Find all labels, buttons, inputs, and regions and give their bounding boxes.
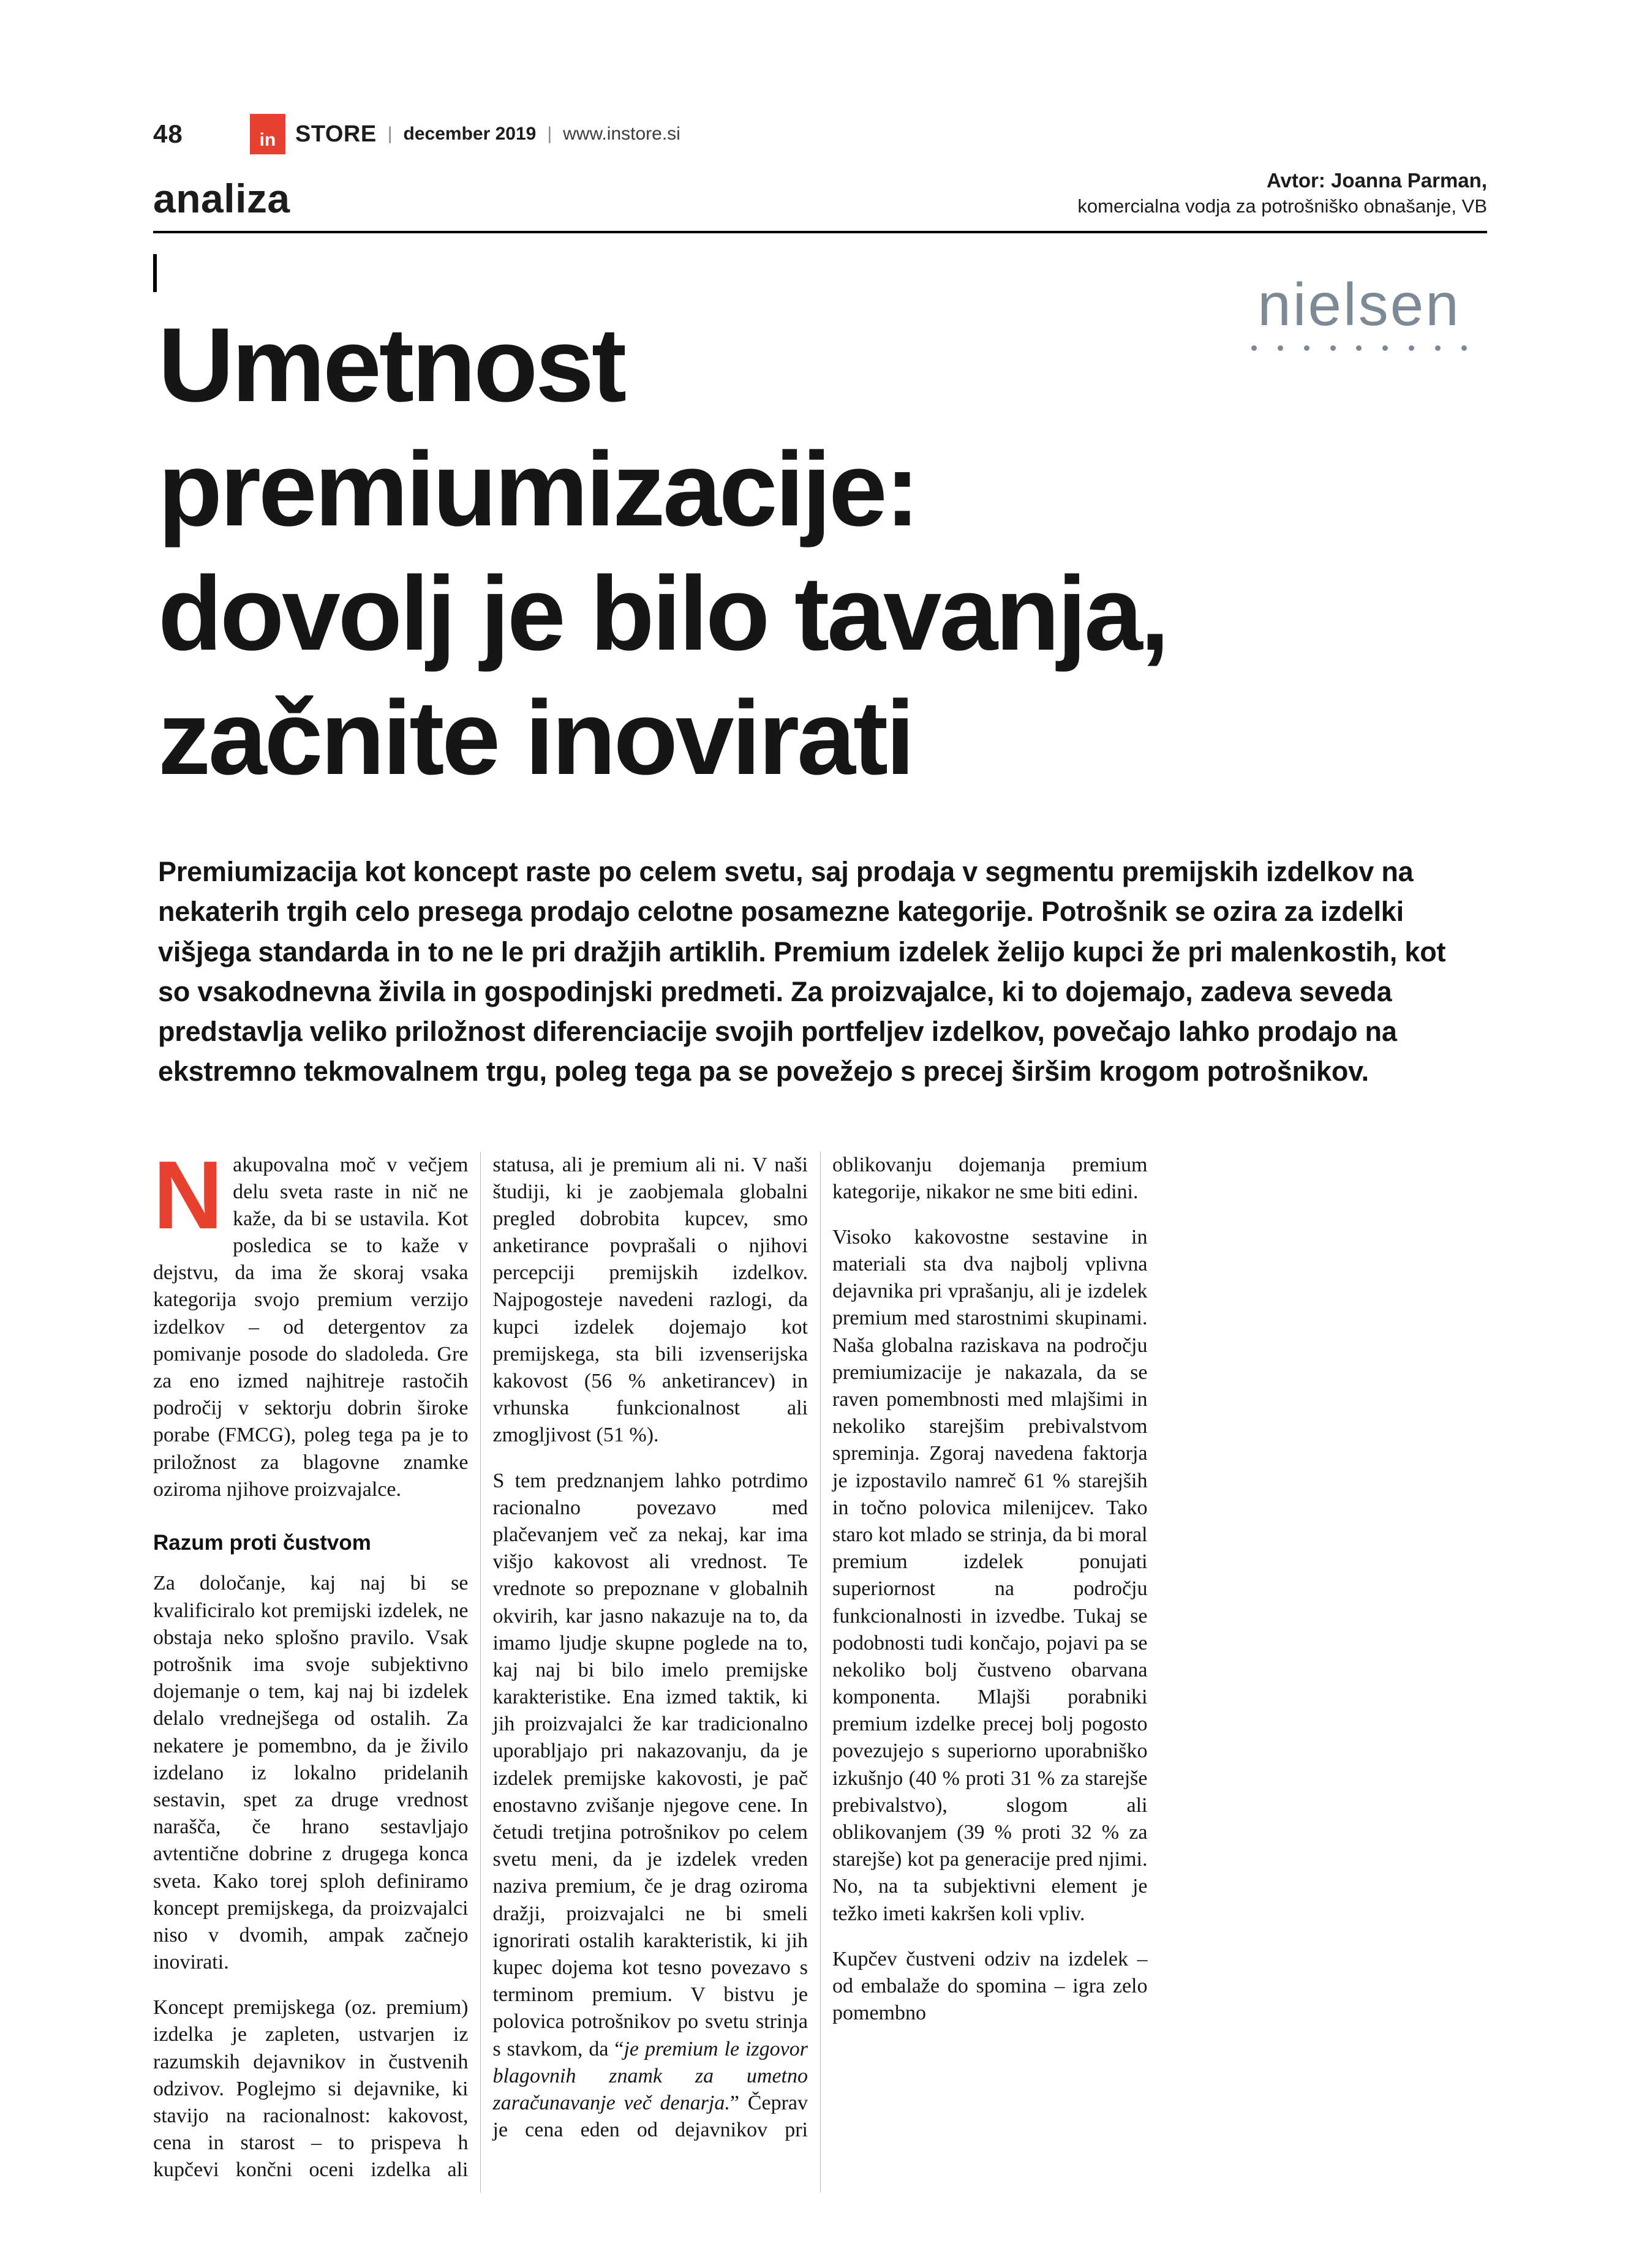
article-lead: Premiumizacija kot koncept raste po celem svetu, saj prodaja v segmentu premijskih izdelkov na nekaterih trgih celo presega prodajo celotne posamezne kategorije. Potrošnik se ozira za izdelki višjega standarda in to ne le pri dražjih artiklih. Premium izdelek želijo kupci že pri malenkostih, kot so vsakodnevna živila in gospodinjski predmeti. Za proizvajalce, ki to dojemajo, zadeva seveda predstavlja veliko priložnost diferenciacije svojih portfeljev izdelkov, povečajo lahko prodajo na ekstremno tekmovalnem trgu, poleg tega pa se povežejo s precej širšim krogom potrošnikov. bbox=[158, 856, 1446, 1087]
separator: | bbox=[387, 124, 393, 144]
instore-logo-in-text: in bbox=[259, 130, 276, 150]
website-url: www.instore.si bbox=[563, 124, 680, 144]
headline-line-4: začnite inovirati bbox=[158, 679, 913, 797]
body-subheading: Razum proti čustvom bbox=[153, 1530, 371, 1555]
issue-meta bbox=[388, 124, 680, 145]
page-number: 48 bbox=[153, 119, 183, 148]
nielsen-dot bbox=[1461, 345, 1467, 351]
body-paragraph-text: akupovalna moč v večjem delu sveta raste in nič ne kaže, da bi se ustavila. Kot posledica se to kaže v dejstvu, da ima že skoraj vsaka kategorija svojo premium verzijo izdelkov – od detergentov za pomivanje posode do sladoleda. Gre za eno izmed najhitreje rastočih področij v sektorju dobrin široke porabe (FMCG), poleg tega pa je to priložnost za blagovne znamke oziroma njihove proizvajalce. bbox=[153, 1153, 469, 1501]
nielsen-dot bbox=[1330, 345, 1336, 351]
body-paragraph: Za določanje, kaj naj bi se kvalificiralo kot premijski izdelek, ne obstaja neko splošno pravilo. Vsak potrošnik ima svoje subjektivno dojemanje o tem, kaj naj bi izdelek delalo vrednejšega od ostalih. Za nekatere je pomembno, da je živilo izdelano iz lokalno pridelanih sestavin, spet za druge vrednost narašča, če hrano sestavljajo avtentične dobrine z drugega konca sveta. Kako torej sploh definiramo koncept premijskega, da proizvajalci niso v dvomih, ampak začnejo inovirati. bbox=[153, 1572, 469, 1974]
body-paragraph-text: S tem predznanjem lahko potrdimo racionalno povezavo med plačevanjem več za nekaj, kar ima višjo kakovost ali vrednost. Te vrednote so prepoznane v globalnih okvirih, kar jasno nakazuje na to, da imamo ljudje skupne poglede na to, kaj naj bi bilo imelo premijske karakteristike. Ena izmed taktik, ki jih proizvajalci že kar tradicionalno uporabljajo pri nakazovanju, da je izdelek premijske kakovosti, je pač enostavno zvišanje njegove cene. In četudi tretjina potrošnikov po celem svetu meni, da je izdelek vreden naziva premium, če je drag oziroma dražji, proizvajalci ne bi smeli ignorirati ostalih karakteristik, ki jih kupec dojema kot tesno povezavo s terminom premium. V bistvu je polovica potrošnikov po svetu strinja s stavkom, da “ bbox=[492, 1469, 808, 2060]
section-row bbox=[153, 168, 1487, 222]
instore-logo-icon bbox=[250, 114, 285, 154]
nielsen-dots bbox=[1251, 345, 1468, 351]
section-title: analiza bbox=[153, 176, 290, 222]
nielsen-dot bbox=[1278, 345, 1283, 351]
body-paragraph bbox=[153, 1141, 469, 1503]
headline-tick-mark bbox=[153, 254, 157, 292]
author-role: komercialna vodja za potrošniško obnašanje, VB bbox=[1077, 195, 1487, 217]
inline-quote: je premium le izgovor blagovnih znamk za umetno zaračunavanje več denarja. bbox=[492, 2037, 808, 2114]
drop-cap: N bbox=[153, 1141, 224, 1249]
headline-line-2: premiumizacije: bbox=[158, 430, 917, 549]
instore-logo bbox=[250, 114, 377, 154]
issue-date: december 2019 bbox=[403, 124, 537, 144]
body-paragraph-text: ” Čeprav je cena eden od dejavnikov pri oblikovanju dojemanja premium kategorije, nikakor ne sme biti edini. bbox=[492, 1153, 1148, 2142]
article-headline bbox=[158, 303, 1487, 800]
body-paragraph: Kupčev čustveni odziv na izdelek – od embalaže do spomina – igra zelo pomembno bbox=[832, 1947, 1148, 2025]
body-paragraph: Koncept premijskega (oz. premium) izdelka je zapleten, ustvarjen iz razumskih dejavnikov in čustvenih odzivov. Poglejmo si dejavnike, ki stavijo na racionalnost: kakovost, cena in starost – to prispeva h kupčevi končni oceni izdelka ali statusa, ali je premium ali ni. V naši študiji, ki je zaobjemala globalni pregled dobrobita kupcev, smo anketirance povprašali o njihovi percepciji premijskih izdelkov. Najpogosteje navedeni razlogi, da kupci izdelek dojemajo kot premijskega, sta bili izvenserijska kakovost (56 % anketirancev) in vrhunska funkcionalnost ali zmogljivost (51 %). bbox=[153, 1153, 808, 2182]
author-name: Avtor: Joanna Parman, bbox=[1266, 169, 1487, 192]
header-rule bbox=[153, 231, 1487, 233]
magazine-page bbox=[153, 0, 1487, 2268]
body-paragraph: Visoko kakovostne sestavine in materiali sta dva najbolj vplivna dejavnika pri vprašanju, ali je izdelek premium med starostnimi skupinami. Naša globalna raziskava na področju premiumizacije je nakazala, da se raven pomembnosti med mlajšimi in nekoliko starejšim prebivalstvom spreminja. Zgoraj navedena faktorja je izpostavilo namreč 61 % starejših in točno polovica milenijcev. Tako staro kot mlado se strinja, da bi moral premium izdelek ponujati superiornost na področju funkcionalnosti in izvedbe. Tukaj se podobnosti tudi končajo, pojavi pa se nekoliko bolj čustveno obarvana komponenta. Mlajši porabniki premium izdelke precej bolj pogosto povezujejo s superiorno uporabniško izkušnjo (40 % proti 31 % za starejše prebivalstvo), slogom ali oblikovanjem (39 % proti 32 % za starejše) kot pa generacije pred njimi. No, na ta subjektivni element je težko imeti kakršen koli vpliv. bbox=[832, 1225, 1148, 1925]
nielsen-dot bbox=[1382, 345, 1388, 351]
headline-line-1: Umetnost bbox=[158, 306, 625, 424]
page-header bbox=[153, 114, 1487, 154]
nielsen-dot bbox=[1251, 345, 1257, 351]
author-credit bbox=[1077, 168, 1487, 219]
brand-store-text: STORE bbox=[295, 121, 377, 147]
separator: | bbox=[547, 124, 552, 144]
nielsen-dot bbox=[1435, 345, 1441, 351]
headline-line-3: dovolj je bilo tavanja, bbox=[158, 555, 1167, 673]
nielsen-logo bbox=[1234, 271, 1485, 351]
nielsen-dot bbox=[1304, 345, 1309, 351]
nielsen-dot bbox=[1409, 345, 1414, 351]
article-body bbox=[153, 1141, 1487, 2193]
nielsen-dot bbox=[1356, 345, 1362, 351]
nielsen-wordmark: nielsen bbox=[1257, 271, 1461, 338]
